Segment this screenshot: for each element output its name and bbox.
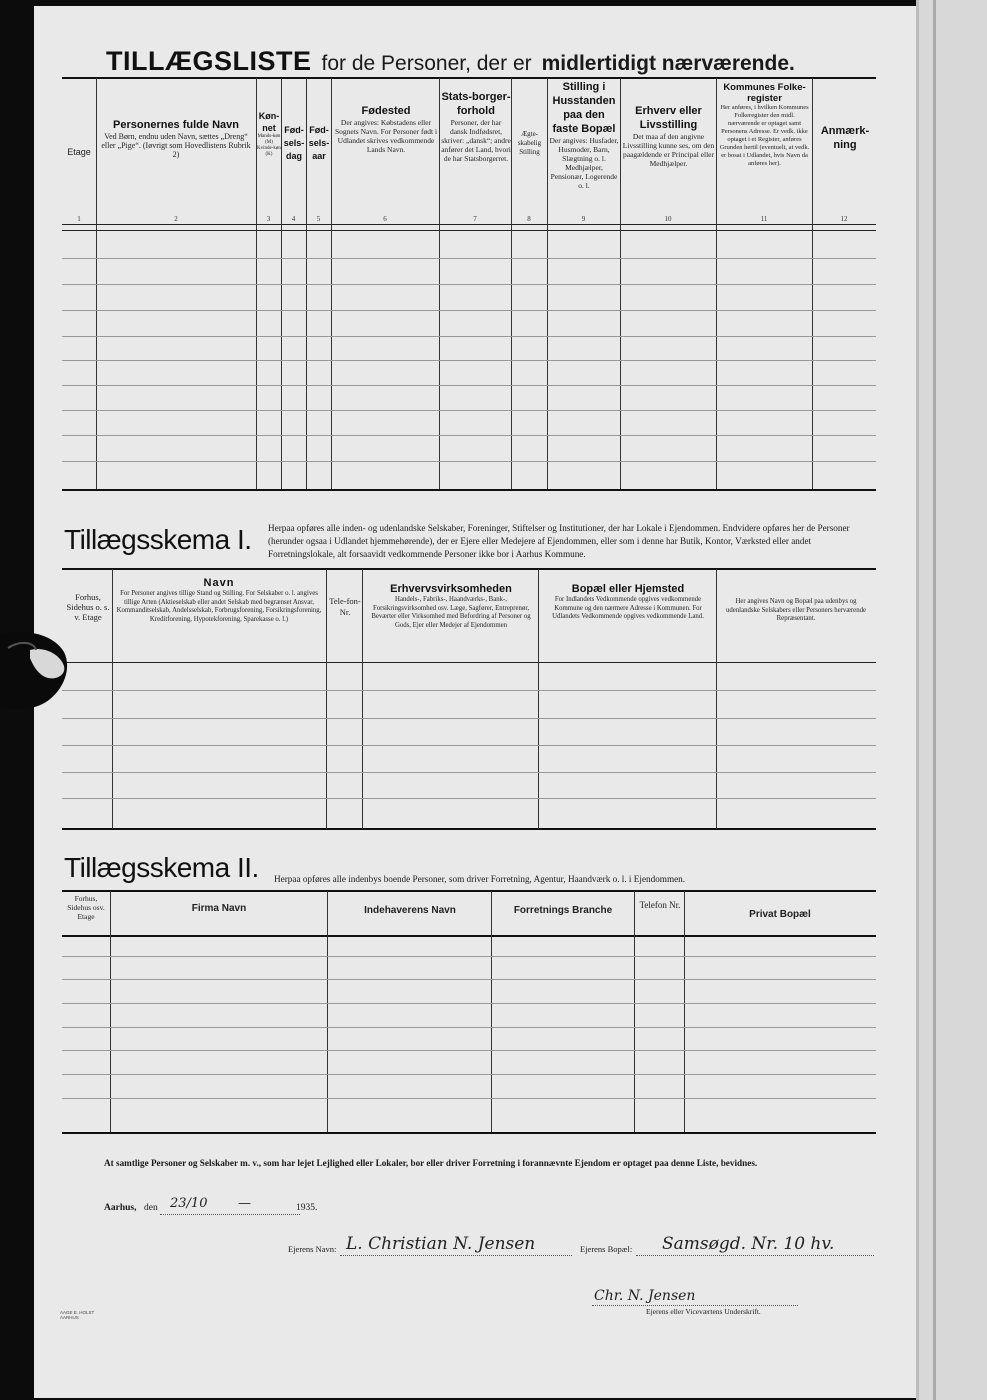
handwritten-dash: — <box>238 1196 251 1211</box>
s1-col-telefon: Tele-fon-Nr. <box>329 596 361 617</box>
page-title <box>106 46 795 77</box>
owner-name-label: Ejerens Navn: <box>288 1244 337 1254</box>
skema2-intro: Herpaa opføres alle indenbys boende Personer, som driver Forretning, Agentur, Haandværk o. l. i Ejendommen. <box>274 874 686 884</box>
owner-address-handwritten: Samsøgd. Nr. 10 hv. <box>662 1234 835 1254</box>
title-main: TILLÆGSLISTE <box>106 46 312 76</box>
col-num: 4 <box>291 215 296 223</box>
col-folkeregister: Kommunes Folke-register Her anføres, i hvilken Kommunes Folkeregister den midl. nærværende er optaget samt Personens Adresse. Er vedk. ikke optaget i et Register, anføres Grunden hertil (eventuelt, at vedk. er bosat i Udlandet, hvis Navn da anføres her). <box>719 82 810 167</box>
s2-col-indehaver: Indehaverens Navn <box>364 905 456 916</box>
s1-col-navn: Navn For Personer angives tillige Stand og Stilling. For Selskaber o. l. angives tillige Arten (Aktieselskab eller andet Selskab med begrænset Ansvar, Kommanditselskab, Andelsselskab, Forbrugsforening, Forsikringsforening, Kreditforening, Hypotekforening, Sparekasse o. l.) <box>116 577 322 623</box>
col-num: 11 <box>760 215 768 223</box>
col-foedselsdag: Fød-sels-dag <box>283 125 305 161</box>
s1-col-bopael: Bopæl eller Hjemsted For Indlandets Vedkommende opgives vedkommende Kommune og den nærmere Adresse i Kommunen. For Udlandets Vedkommende opgives vedkommende Land. <box>552 583 704 620</box>
s1-col-repraesentant: Her angives Navn og Bopæl paa udenbys og udenlandske Selskabers eller Personers herværende Repræsentant. <box>725 598 867 622</box>
col-koennet: Køn-net Mands-køn (M) Kvinde-køn (K) <box>257 111 281 157</box>
col-navn: Personernes fulde Navn Ved Børn, endnu uden Navn, sættes „Dreng“ eller „Pige“. (Iøvrigt som Hovedlistens Rubrik 2) <box>101 119 251 159</box>
printer-mark: AAGE E. HOLST AARHUS <box>60 1310 95 1320</box>
s1-col-erhvervsvirksomhed: Erhvervsvirksomheden Handels-, Fabriks-, Haandværks-, Bank-, Forsikringsvirksomhed osv. Læge, Sagfører, Entreprenør, Beværter eller Virksomhed med Befordring af Personer og Gods, Ejer eller Medejer af Ejendommen <box>371 583 531 629</box>
owner-name-line <box>340 1255 572 1256</box>
year-label: 1935. <box>296 1203 318 1213</box>
col-num: 2 <box>174 215 178 223</box>
signature-label: Ejerens eller Viceværtens Underskrift. <box>646 1307 761 1316</box>
owner-name-handwritten: L. Christian N. Jensen <box>346 1234 536 1254</box>
col-num: 1 <box>77 215 81 223</box>
col-num: 7 <box>473 215 477 223</box>
skema1-intro: Herpaa opføres alle inden- og udenlandske Selskaber, Foreninger, Stiftelser og Institutioner, der har Lokale i Ejendommen. Endvidere opføres her de Personer (herunder ogsaa i Udlandet hjemmehørende), der er Ejere eller Medejere af Ejendommen, eller som i denne har Butik, Kontor, Værksted eller andet Forretningslokale, alt forsaavidt vedkommende Personer ikke bor i Aarhus Kommune. <box>268 523 850 559</box>
col-num: 10 <box>664 215 672 223</box>
s1-col-etage: Forhus, Sidehus o. s. v. Etage <box>66 592 110 622</box>
handwritten-date: 23/10 <box>170 1196 208 1211</box>
col-anmaerkning: Anmærk-ning <box>820 125 870 151</box>
skema1-title: Tillægsskema I. <box>64 524 252 555</box>
owner-address-label: Ejerens Bopæl: <box>580 1244 633 1254</box>
col-num: 3 <box>266 215 271 223</box>
skema2-title: Tillægsskema II. <box>64 852 259 883</box>
s2-col-privat-bopael: Privat Bopæl <box>749 909 811 920</box>
col-foedselsaar: Fød-sels-aar <box>308 125 330 161</box>
thumb-clip-graphic <box>0 628 68 712</box>
col-num: 8 <box>527 215 531 223</box>
date-line <box>160 1214 300 1215</box>
attestation-statement: At samtlige Personer og Selskaber m. v., som har lejet Lejlighed eller Lokaler, bor eller driver Forretning i forannævnte Ejendom er optaget paa denne Liste, bevidnes. <box>104 1158 758 1168</box>
s2-col-telefon: Telefon Nr. <box>639 900 681 910</box>
col-statsborgerforhold: Stats-borger-forhold Personer, der har dansk Indfødsret, skriver: „dansk“; andre anfører det Land, hvori de har Statsborgerret. <box>441 91 511 163</box>
col-foedested: Fødested Der angives: Købstadens eller Sognets Navn. For Personer født i Udlandet skrives vedkommende Lands Navn. <box>334 105 438 154</box>
title-rest: for de Personer, der er <box>321 52 532 75</box>
s2-col-firma-navn: Firma Navn <box>191 903 247 914</box>
den-label: den <box>144 1203 158 1213</box>
col-stilling-husstand: Stilling i Husstanden paa den faste Bopæl Der angives: Husfader, Husmoder, Barn, Slægtning o. l. Medhjælper, Pensionær, Logerende o. l. <box>549 81 619 190</box>
owner-address-line <box>636 1255 874 1256</box>
place-label: Aarhus, <box>104 1203 137 1213</box>
title-bold-end: midlertidigt nærværende. <box>541 52 795 75</box>
s2-col-etage: Forhus, Sidehus osv. Etage <box>67 894 105 921</box>
facing-page-edge <box>916 0 987 1400</box>
col-aegteskabelig: Ægte-skabelig Stilling <box>517 130 542 156</box>
col-etage: Etage <box>67 147 91 157</box>
col-num: 12 <box>840 215 848 223</box>
col-num: 6 <box>383 215 387 223</box>
col-num: 5 <box>316 215 321 223</box>
col-erhverv: Erhverv eller Livsstilling Det maa af den angivne Livsstilling kunne ses, om den paagældende er Principal eller Medhjælper. <box>622 105 715 168</box>
col-num: 9 <box>581 215 586 223</box>
signature-line <box>592 1305 798 1306</box>
s2-col-branche: Forretnings Branche <box>513 905 613 916</box>
signature: Chr. N. Jensen <box>594 1288 696 1304</box>
